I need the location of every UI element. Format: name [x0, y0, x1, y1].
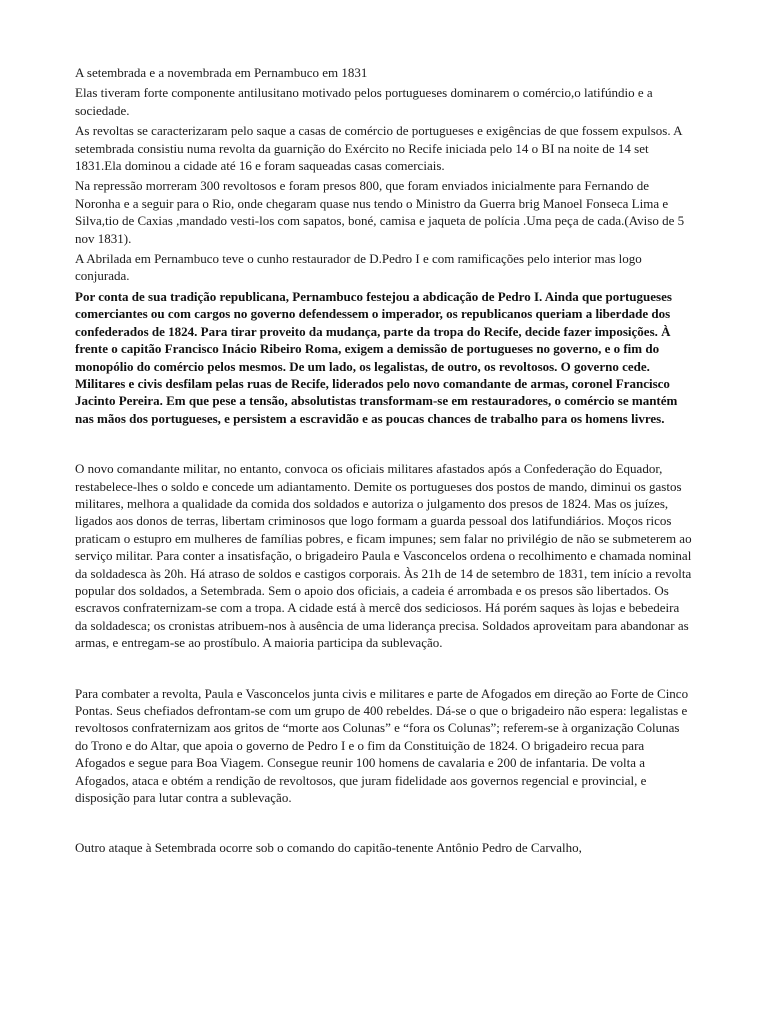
paragraph: As revoltas se caracterizaram pelo saque a casas de comércio de portugueses e exigências de que fossem expulsos. A setembrada consistiu numa revolta da guarnição do Exército no Recife iniciada pelo 14 o BI na noite de 14 set 1831.Ela dominou a cidade até 16 e foram saqueadas casas comerciais. [75, 123, 682, 174]
paragraph: A Abrilada em Pernambuco teve o cunho restaurador de D.Pedro I e com ramificações pelo interior mas logo conjurada. [75, 251, 642, 284]
paragraph-bold: Por conta de sua tradição republicana, Pernambuco festejou a abdicação de Pedro I. Ainda que portugueses comerciantes ou com cargos no governo defendessem o imperador, os republicanos queriam a liberdade dos confederados de 1824. Para tirar proveito da mudança, parte da tropa do Recife, decide fazer imposições. À frente o capitão Francisco Inácio Ribeiro Roma, exigem a demissão de portugueses no governo, e o fim do monopólio do comércio pelos mesmos. De um lado, os legalistas, de outro, os revoltosos. O governo cede. Militares e civis desfilam pelas ruas de Recife, liderados pelo novo comandante de armas, coronel Francisco Jacinto Pereira. Em que pese a tensão, absolutistas transformam-se em restauradores, o comércio se mantém nas mãos dos portugueses, e persistem a escravidão e as poucas chances de trabalho para os homens livres. [75, 288, 678, 426]
paragraph-gap [75, 430, 693, 460]
paragraph-title: A setembrada e a novembrada em Pernambuco em 1831 [75, 65, 368, 80]
paragraph-gap [75, 809, 693, 839]
paragraph: Outro ataque à Setembrada ocorre sob o comando do capitão-tenente Antônio Pedro de Carvalho, [75, 840, 582, 856]
paragraph: Na repressão morreram 300 revoltosos e foram presos 800, que foram enviados inicialmente para Fernando de Noronha e a seguir para o Rio, onde chegaram quase nus tendo o Ministro da Guerra brig Manoel Fonseca Lima e Silva,tio de Caxias ,mandado vesti-los com sapatos, boné, camisa e jaqueta de polícia .Uma peça de cada.(Aviso de 5 nov 1831). [75, 178, 685, 246]
document-body [75, 64, 693, 860]
paragraph: Elas tiveram forte componente antilusitano motivado pelos portugueses dominarem o comércio,o latifúndio e a sociedade. [75, 85, 653, 118]
paragraph: O novo comandante militar, no entanto, convoca os oficiais militares afastados após a Confederação do Equador, restabelece-lhes o soldo e concede um adiantamento. Demite os portugueses dos postos de mando, diminui os gastos militares, melhora a qualidade da comida dos soldados e autoriza o julgamento dos presos de 1824. Mas os juízes, ligados aos donos de terras, libertam criminosos que logo formam a guarda pessoal dos latifundiários. Moços ricos praticam o estupro em mulheres de famílias pobres, e ficam impunes; sem falar no privilégio de não se submeterem ao serviço militar. Para conter a insatisfação, o brigadeiro Paula e Vasconcelos ordena o recolhimento e chamada nominal da soldadesca às 20h. Há atraso de soldos e castigos corporais. Às 21h de 14 de setembro de 1831, tem início a revolta popular dos soldados, a Setembrada. Sem o apoio dos oficiais, a cadeia é arrombada e os presos são libertados. Os escravos confraternizam-se com a tropa. A cidade está à mercê dos sediciosos. Há porém saques às lojas e bebedeira da soldadesca; os cronistas atribuem-nos à ausência de uma liderança precisa. Soldados aproveitam para abandonar as armas, e entregam-se ao prostíbulo. A maioria participa da sublevação. [75, 461, 692, 651]
paragraph: Para combater a revolta, Paula e Vasconcelos junta civis e militares e parte de Afogados em direção ao Forte de Cinco Pontas. Seus chefiados defrontam-se com um grupo de 400 rebeldes. Dá-se o que o brigadeiro não espera: legalistas e revoltosos confraternizam aos gritos de “morte aos Colunas” e “fora os Colunas”; referem-se à organização Colunas do Trono e do Altar, que apoia o governo de Pedro I e o fim da Constituição de 1824. O brigadeiro recua para Afogados e segue para Boa Viagem. Consegue reunir 100 homens de cavalaria e 200 de infantaria. De volta a Afogados, ataca e obtém a rendição de revoltosos, que juram fidelidade aos governos regencial e provincial, e disposição para lutar contra a sublevação. [75, 685, 689, 806]
paragraph-gap [75, 655, 693, 685]
